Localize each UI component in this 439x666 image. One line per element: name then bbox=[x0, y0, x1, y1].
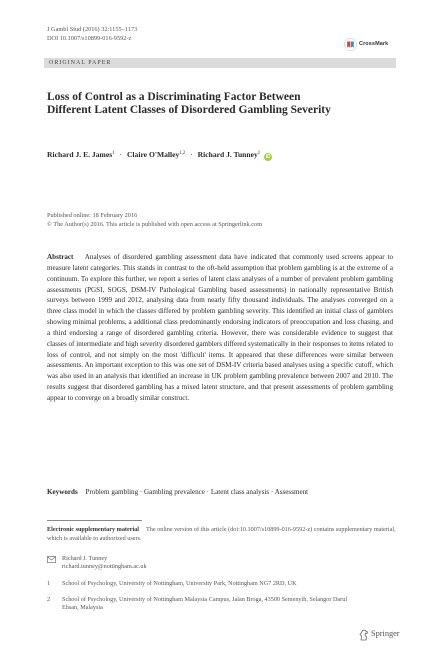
envelope-icon bbox=[47, 555, 59, 566]
corresponding-name: Richard J. Tunney bbox=[62, 555, 108, 562]
author-separator: · bbox=[119, 150, 123, 159]
doi[interactable]: DOI 10.1007/s10899-016-9592-z bbox=[47, 35, 132, 42]
affiliation-1: School of Psychology, University of Nottingham, University Park, Nottingham NG7 2RD, UK bbox=[62, 580, 297, 587]
abstract-text: Analyses of disordered gambling assessment data have indicated that commonly used screens appear to measure latent categories. This stands in contrast to the oft-held assumption that problem gambling is at the extreme of a continuum. To explore this further, we report a series of latent class analyses of a number of prevalent problem gambling assessments (PGSI, SOGS, DSM-IV Pathological Gambling based assessments) in nationally representative British surveys between 1999 and 2012, analysing data from nearly fifty thousand individuals. The analyses converged on a three class model in which the classes differed by problem gambling severity. This identified an initial class of gamblers showing minimal problems, a additional class predominantly endorsing indicators of preoccupation and loss chasing, and a third endorsing a range of disordered gambling criteria. However, there was considerable evidence to suggest that classes of intermediate and high severity disordered gamblers differed systematically in their responses to items related to loss of control, and not simply on the most 'difficult' items. It appeared that these differences were similar between assessments. An important exception to this was one set of DSM-IV criteria based analyses using a specific cutoff, which was also used in an analysis that identified an increase in UK problem gambling prevalence between 2007 and 2010. The results suggest that disordered gambling has a mixed latent structure, and that present assessments of problem gambling appear to converge on a broadly similar construct. bbox=[47, 253, 393, 402]
esm-label: Electronic supplementary material bbox=[47, 526, 139, 533]
supplementary-material-note bbox=[47, 526, 397, 543]
article-title: Loss of Control as a Discriminating Factor Between Different Latent Classes of Disordered Gambling Severity bbox=[47, 91, 331, 116]
corresponding-email[interactable]: richard.tunney@nottingham.ac.uk bbox=[62, 563, 147, 571]
section-banner: ORIGINAL PAPER bbox=[44, 58, 396, 68]
corresponding-author bbox=[62, 555, 392, 572]
publisher-name: Springer bbox=[371, 629, 400, 638]
author-affiliation-mark: 1 bbox=[257, 151, 261, 156]
published-date: Published online: 18 February 2016 bbox=[47, 212, 138, 219]
author-affiliation-mark: 1 bbox=[112, 151, 115, 156]
crossmark-badge[interactable] bbox=[344, 38, 396, 52]
springer-horse-icon bbox=[359, 629, 369, 641]
keywords-list: Problem gambling · Gambling prevalence · Latent class analysis · Assessment bbox=[85, 488, 309, 496]
author-name[interactable]: Richard J. E. James bbox=[47, 150, 113, 159]
abstract bbox=[47, 252, 393, 404]
orcid-icon[interactable]: iD bbox=[265, 154, 271, 160]
author-list bbox=[47, 150, 377, 161]
author-name[interactable]: Richard J. Tunney bbox=[197, 150, 258, 159]
affiliation-2: School of Psychology, University of Nottingham Malaysia Campus, Jalan Broga, 43500 Semenyih, Selangor Darul Ehsan, Malaysia bbox=[62, 596, 348, 612]
keywords bbox=[47, 488, 407, 496]
affiliation-mark: 1 bbox=[47, 580, 51, 587]
abstract-label: Abstract bbox=[47, 253, 74, 261]
crossmark-icon bbox=[344, 38, 357, 51]
journal-citation: J Gambl Stud (2016) 32:1155–1173 bbox=[47, 26, 138, 33]
author-name[interactable]: Claire O'Malley bbox=[126, 150, 180, 159]
esm-text: The online version of this article (doi:10.1007/s10899-016-9592-z) contains supplementary material, which is available to authorized users. bbox=[47, 526, 396, 542]
footnote-divider bbox=[47, 520, 142, 521]
affiliation-mark: 2 bbox=[47, 596, 51, 603]
keywords-label: Keywords bbox=[47, 488, 78, 496]
crossmark-label: CrossMark bbox=[359, 41, 389, 47]
copyright-notice: © The Author(s) 2016. This article is published with open access at Springerlink.com bbox=[47, 220, 263, 228]
author-separator: · bbox=[190, 150, 193, 159]
springer-logo bbox=[359, 628, 419, 642]
author-affiliation-mark: 1,2 bbox=[179, 151, 186, 156]
publication-info bbox=[47, 212, 387, 229]
